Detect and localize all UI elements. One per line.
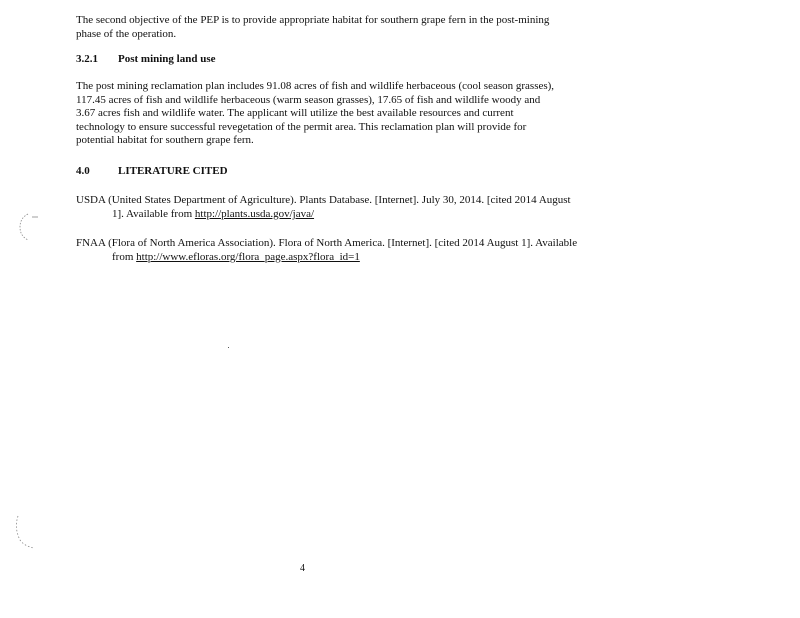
reference-text: FNAA (Flora of North America Association). Flora of North America. [Internet]. [cited 2014 August 1]. Available from [76,237,578,263]
section-title: LITERATURE CITED [118,165,228,177]
section-heading-post-mining [76,53,216,65]
scan-speck [228,347,229,348]
section-title: Post mining land use [118,53,216,65]
section-heading-literature-cited [76,165,228,177]
reference-link-fnaa[interactable]: http://www.efloras.org/flora_page.aspx?flora_id=1 [136,250,360,263]
reference-link-usda[interactable]: http://plants.usda.gov/java/ [194,207,315,220]
paragraph-reclamation-plan: The post mining reclamation plan includes 91.08 acres of fish and wildlife herbaceous (cool season grasses), 117.45 acres of fish and wildlife herbaceous (warm season grasses), 17.65 of fish and wildlife woody and 3.67 acres fish and wildlife water. The applicant will utilize the best available resources and current technology to ensure successful revegetation of the permit area. This reclamation plan will provide for potential habitat for southern grape fern. [76,80,555,147]
scan-artifact-mark [14,210,44,244]
page-number: 4 [300,563,305,574]
reference-fnaa [76,237,582,264]
section-number: 3.2.1 [76,53,98,65]
reference-usda [76,194,582,221]
section-number: 4.0 [76,165,90,177]
scan-artifact-mark [10,512,40,552]
paragraph-pep-objective: The second objective of the PEP is to provide appropriate habitat for southern grape fern in the post-mining phase of the operation. [76,14,550,40]
reference-text: USDA (United States Department of Agriculture). Plants Database. [Internet]. July 30, 2014. [cited 2014 August 1]. Available from [76,194,571,220]
